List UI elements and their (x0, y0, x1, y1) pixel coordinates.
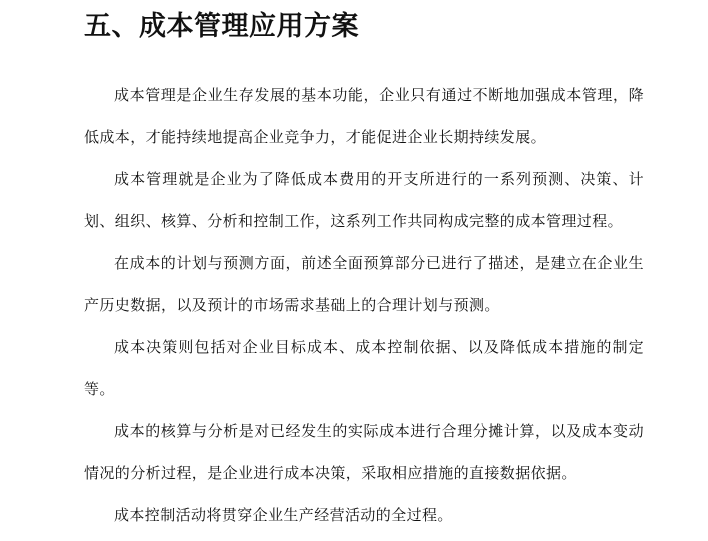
paragraph-cost-management-importance: 成本管理是企业生存发展的基本功能，企业只有通过不断地加强成本管理，降低成本，才能持续地提高企业竞争力，才能促进企业长期持续发展。 (84, 86, 644, 146)
paragraph-cost-planning-forecast: 在成本的计划与预测方面，前述全面预算部分已进行了描述，是建立在企业生产历史数据，以及预计的市场需求基础上的合理计划与预测。 (84, 254, 644, 314)
paragraph-cost-decision: 成本决策则包括对企业目标成本、成本控制依据、以及降低成本措施的制定等。 (84, 338, 644, 398)
paragraph-cost-control: 成本控制活动将贯穿企业生产经营活动的全过程。 (114, 506, 453, 524)
paragraph-cost-accounting-analysis: 成本的核算与分析是对已经发生的实际成本进行合理分摊计算，以及成本变动情况的分析过程，是企业进行成本决策，采取相应措施的直接数据依据。 (84, 422, 644, 482)
paragraph-cost-management-definition: 成本管理就是企业为了降低成本费用的开支所进行的一系列预测、决策、计划、组织、核算、分析和控制工作，这系列工作共同构成完整的成本管理过程。 (84, 170, 644, 230)
section-heading: 五、成本管理应用方案 (84, 11, 359, 42)
